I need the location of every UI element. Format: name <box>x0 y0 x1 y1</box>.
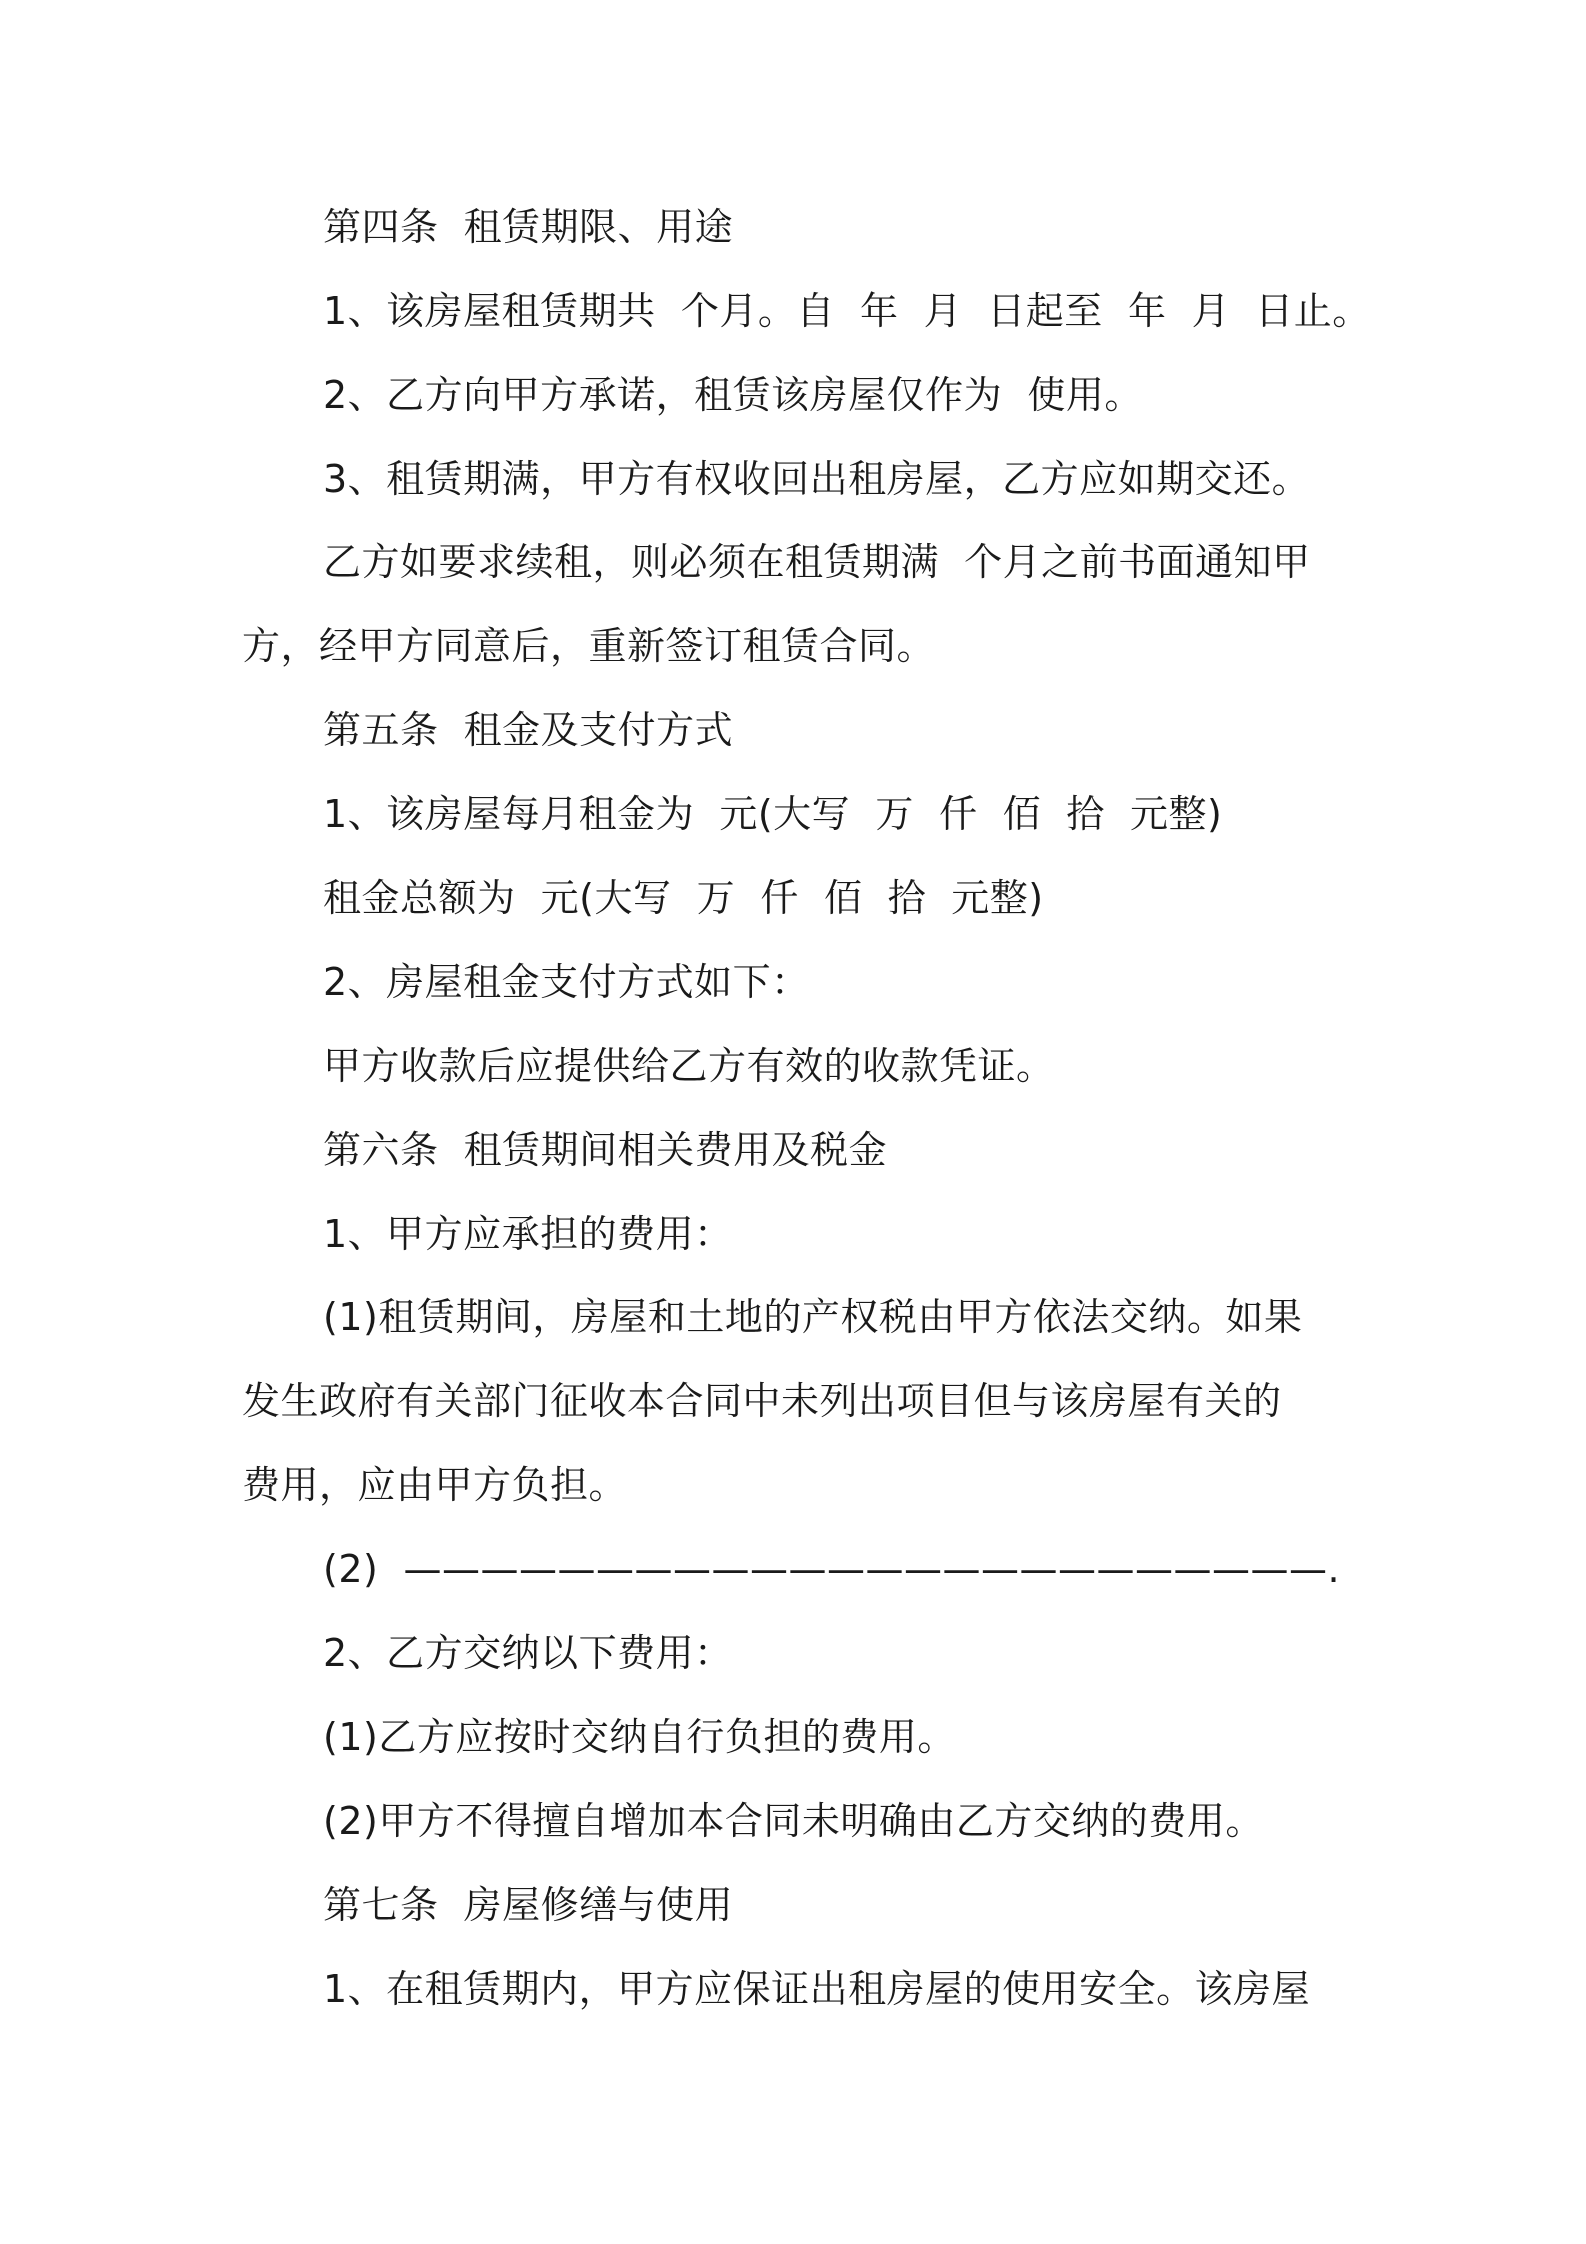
party-a-fee-item-2: (2) ————————————————————————. <box>323 1547 1341 1591</box>
renewal-paragraph-line-2: 方，经甲方同意后，重新签订租赁合同。 <box>242 624 936 668</box>
article-6-clause-1: 1、甲方应承担的费用： <box>323 1212 733 1256</box>
article-5-heading: 第五条 租金及支付方式 <box>323 708 734 752</box>
article-4-clause-1: 1、该房屋租赁期共 个月。自 年 月 日起至 年 月 日止。 <box>323 289 1371 333</box>
article-4-clause-3: 3、租赁期满，甲方有权收回出租房屋，乙方应如期交还。 <box>323 457 1311 501</box>
article-4-heading: 第四条 租赁期限、用途 <box>323 205 734 249</box>
article-4-clause-2: 2、乙方向甲方承诺，租赁该房屋仅作为 使用。 <box>323 373 1143 417</box>
article-5-clause-2: 2、房屋租金支付方式如下： <box>323 960 810 1004</box>
party-a-fee-item-1-line-1: (1)租赁期间，房屋和土地的产权税由甲方依法交纳。如果 <box>323 1295 1303 1339</box>
renewal-paragraph-line-1: 乙方如要求续租，则必须在租赁期满 个月之前书面通知甲 <box>323 540 1311 584</box>
article-5-clause-1: 1、该房屋每月租金为 元(大写 万 仟 佰 拾 元整) <box>323 792 1223 836</box>
article-6-heading: 第六条 租赁期间相关费用及税金 <box>323 1128 888 1172</box>
party-b-fee-item-2: (2)甲方不得擅自增加本合同未明确由乙方交纳的费用。 <box>323 1799 1264 1843</box>
article-7-clause-1: 1、在租赁期内，甲方应保证出租房屋的使用安全。该房屋 <box>323 1967 1311 2011</box>
article-7-heading: 第七条 房屋修缮与使用 <box>323 1883 734 1927</box>
receipt-line: 甲方收款后应提供给乙方有效的收款凭证。 <box>323 1044 1055 1088</box>
party-b-fee-item-1: (1)乙方应按时交纳自行负担的费用。 <box>323 1715 956 1759</box>
party-a-fee-item-1-line-2: 发生政府有关部门征收本合同中未列出项目但与该房屋有关的 <box>242 1379 1282 1423</box>
rent-total-line: 租金总额为 元(大写 万 仟 佰 拾 元整) <box>323 876 1044 920</box>
article-6-clause-2: 2、乙方交纳以下费用： <box>323 1631 733 1675</box>
party-a-fee-item-1-line-3: 费用，应由甲方负担。 <box>242 1463 628 1507</box>
